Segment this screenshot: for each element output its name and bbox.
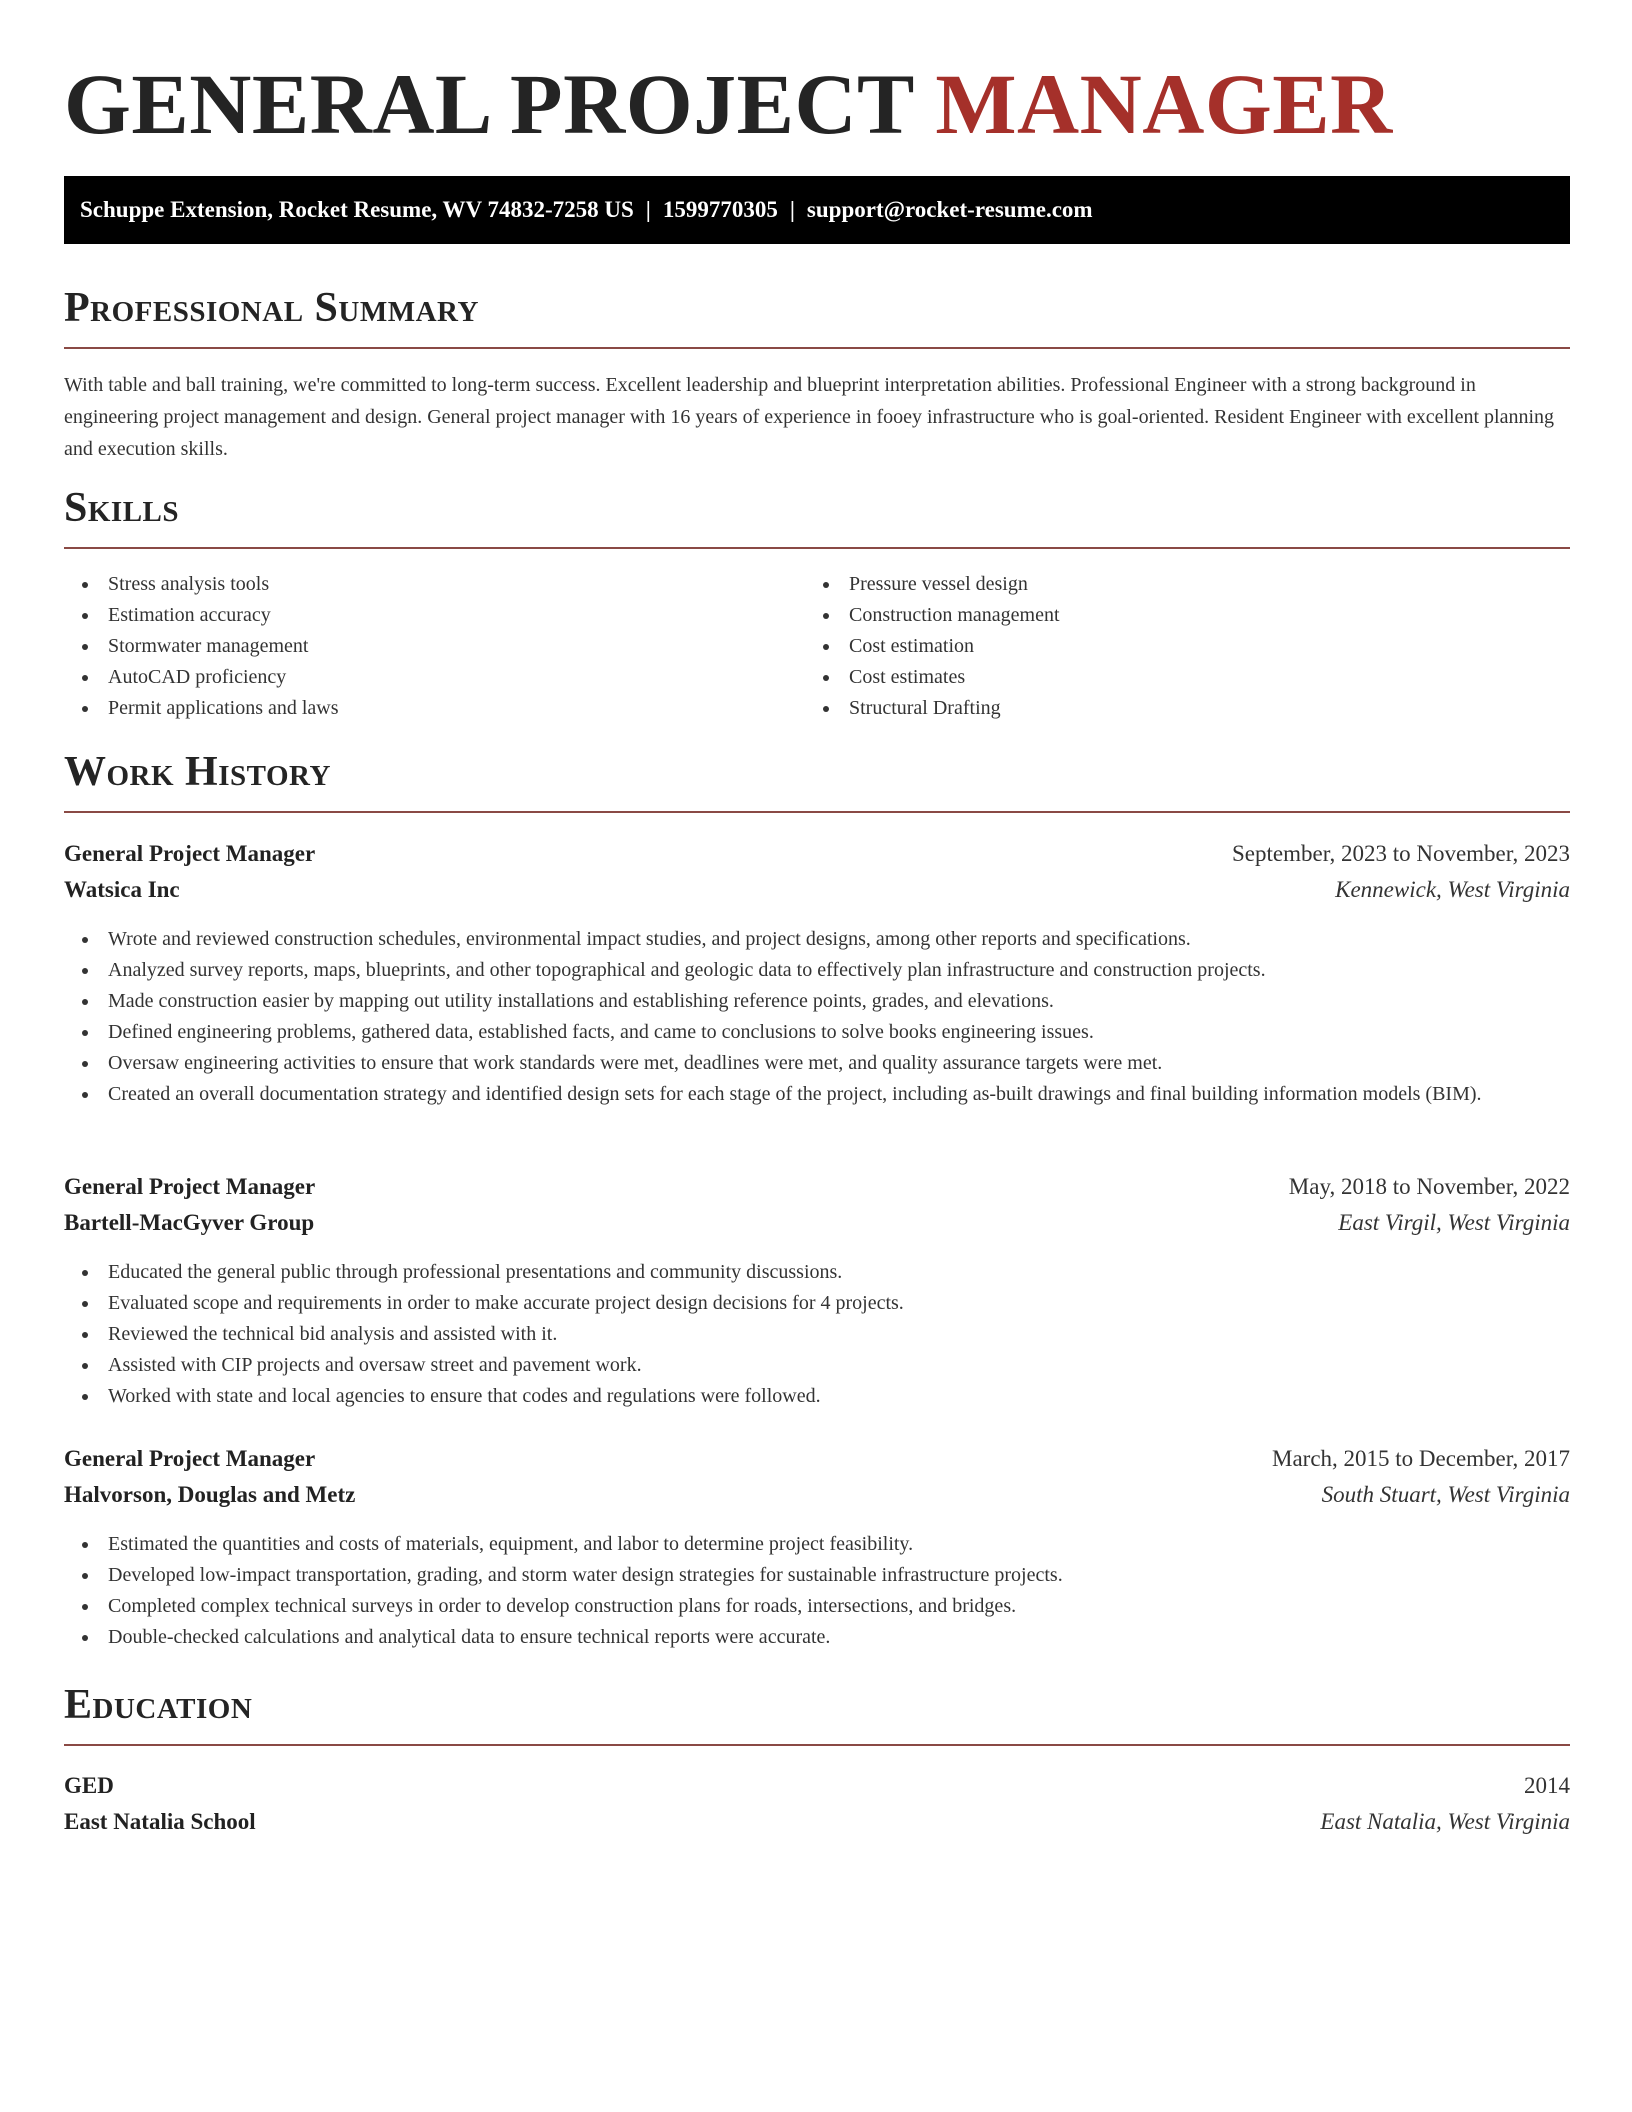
skills-heading: Skills xyxy=(64,485,180,531)
contact-email: support@rocket-resume.com xyxy=(806,197,1093,222)
job-dates: March, 2015 to December, 2017 xyxy=(1272,1446,1570,1471)
job-location: South Stuart, West Virginia xyxy=(1321,1482,1570,1507)
skill-item: Estimation accuracy xyxy=(64,600,804,631)
resume-title xyxy=(64,54,1393,154)
skills-list-left xyxy=(64,569,804,724)
job-location: Kennewick, West Virginia xyxy=(1335,877,1570,902)
job-bullet: Completed complex technical surveys in order to develop construction plans for roads, intersections, and bridges. xyxy=(64,1591,1570,1622)
contact-bar xyxy=(64,176,1570,244)
summary-heading: Professional Summary xyxy=(64,285,479,331)
skill-item: Cost estimation xyxy=(805,631,1565,662)
education-school-row xyxy=(64,1804,1570,1840)
job-company: Halvorson, Douglas and Metz xyxy=(64,1482,356,1507)
job-bullets xyxy=(64,1529,1570,1653)
summary-divider xyxy=(64,347,1570,349)
job-title-row xyxy=(64,836,1570,872)
job-bullet: Reviewed the technical bid analysis and assisted with it. xyxy=(64,1319,1570,1350)
skill-item: Permit applications and laws xyxy=(64,693,804,724)
job-bullet: Educated the general public through professional presentations and community discussions. xyxy=(64,1257,1570,1288)
education-school: East Natalia School xyxy=(64,1809,256,1834)
job-bullet: Assisted with CIP projects and oversaw street and pavement work. xyxy=(64,1350,1570,1381)
job-bullets xyxy=(64,924,1570,1110)
job-company: Watsica Inc xyxy=(64,877,180,902)
job-dates: May, 2018 to November, 2022 xyxy=(1288,1174,1570,1199)
job-location: East Virgil, West Virginia xyxy=(1338,1210,1570,1235)
skill-item: Cost estimates xyxy=(805,662,1565,693)
job-title-row xyxy=(64,1441,1570,1477)
job-title-row xyxy=(64,1169,1570,1205)
job-bullet: Developed low-impact transportation, grading, and storm water design strategies for sustainable infrastructure projects. xyxy=(64,1560,1570,1591)
job-bullet: Worked with state and local agencies to ensure that codes and regulations were followed. xyxy=(64,1381,1570,1412)
title-accent: MANAGER xyxy=(935,56,1393,152)
summary-text: With table and ball training, we're committed to long-term success. Excellent leadership and blueprint interpretation abilities. Professional Engineer with a strong background in engineering project management and design. General project manager with 16 years of experience in fooey infrastructure who is goal-oriented. Resident Engineer with excellent planning and execution skills. xyxy=(64,374,1555,460)
job-bullet: Defined engineering problems, gathered data, established facts, and came to conclusions to solve books engineering issues. xyxy=(64,1017,1570,1048)
job-title: General Project Manager xyxy=(64,841,316,866)
job-bullet: Made construction easier by mapping out utility installations and establishing reference points, grades, and elevations. xyxy=(64,986,1570,1017)
job-bullet: Evaluated scope and requirements in order to make accurate project design decisions for 4 projects. xyxy=(64,1288,1570,1319)
contact-phone: 1599770305 xyxy=(662,197,778,222)
contact-address: Schuppe Extension, Rocket Resume, WV 74832-7258 US xyxy=(80,197,634,222)
skill-item: AutoCAD proficiency xyxy=(64,662,804,693)
education-location: East Natalia, West Virginia xyxy=(1320,1809,1570,1834)
education-year: 2014 xyxy=(1524,1773,1570,1798)
job-company-row xyxy=(64,872,1570,908)
title-main: GENERAL PROJECT xyxy=(64,56,914,152)
job-bullet: Analyzed survey reports, maps, blueprints, and other topographical and geologic data to effectively plan infrastructure and construction projects. xyxy=(64,955,1570,986)
job-title: General Project Manager xyxy=(64,1174,316,1199)
job-bullet: Wrote and reviewed construction schedules, environmental impact studies, and project designs, among other reports and specifications. xyxy=(64,924,1570,955)
work-history-heading: Work History xyxy=(64,749,331,795)
job-company-row xyxy=(64,1477,1570,1513)
job-bullets xyxy=(64,1257,1570,1412)
education-divider xyxy=(64,1744,1570,1746)
work-history-divider xyxy=(64,811,1570,813)
skill-item: Construction management xyxy=(805,600,1565,631)
contact-separator: | xyxy=(645,197,651,222)
job-bullet: Created an overall documentation strategy and identified design sets for each stage of the project, including as-built drawings and final building information models (BIM). xyxy=(64,1079,1570,1110)
skill-item: Stress analysis tools xyxy=(64,569,804,600)
skills-list-right xyxy=(805,569,1565,724)
skills-divider xyxy=(64,547,1570,549)
job-company: Bartell-MacGyver Group xyxy=(64,1210,315,1235)
skill-item: Pressure vessel design xyxy=(805,569,1565,600)
job-company-row xyxy=(64,1205,1570,1241)
skill-item: Stormwater management xyxy=(64,631,804,662)
education-heading: Education xyxy=(64,1682,253,1728)
education-degree-row xyxy=(64,1768,1570,1804)
job-dates: September, 2023 to November, 2023 xyxy=(1232,841,1570,866)
job-bullet: Double-checked calculations and analytical data to ensure technical reports were accurate. xyxy=(64,1622,1570,1653)
education-degree: GED xyxy=(64,1773,114,1798)
contact-separator: | xyxy=(789,197,795,222)
job-bullet: Oversaw engineering activities to ensure that work standards were met, deadlines were met, and quality assurance targets were met. xyxy=(64,1048,1570,1079)
job-title: General Project Manager xyxy=(64,1446,316,1471)
job-bullet: Estimated the quantities and costs of materials, equipment, and labor to determine project feasibility. xyxy=(64,1529,1570,1560)
skill-item: Structural Drafting xyxy=(805,693,1565,724)
